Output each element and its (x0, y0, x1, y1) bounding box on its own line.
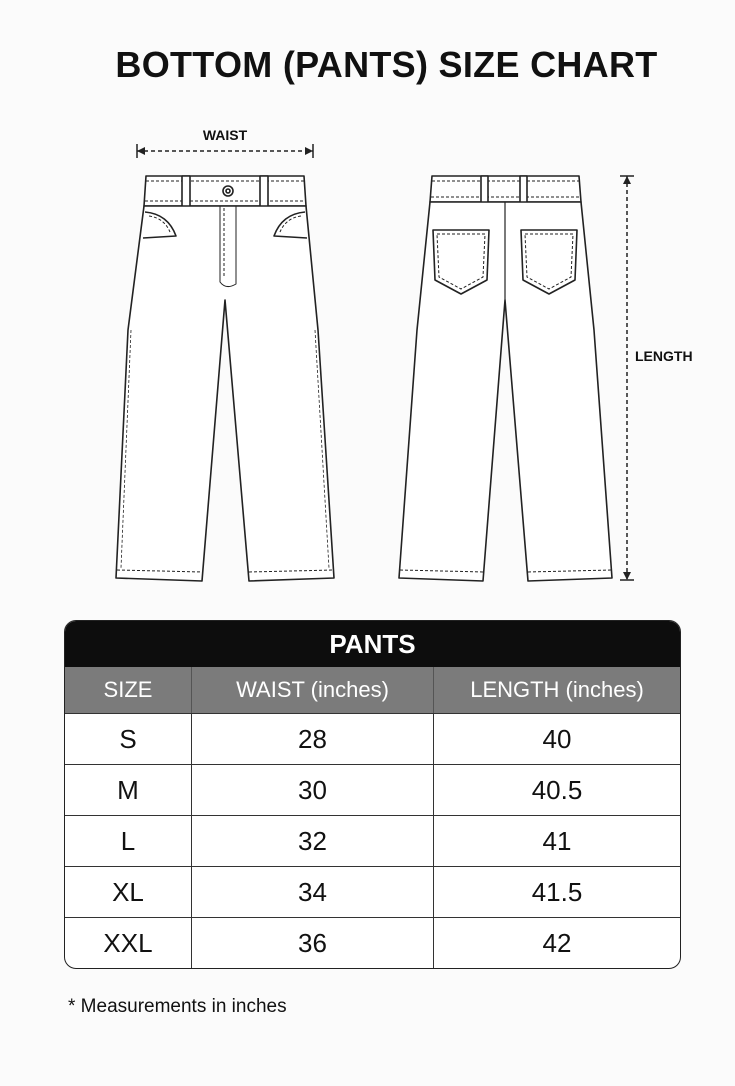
waist-label: WAIST (202, 127, 248, 143)
table-row (65, 815, 680, 866)
table-row (65, 713, 680, 764)
length-cell: 41 (433, 816, 680, 866)
length-cell: 42 (433, 918, 680, 968)
header-waist: WAIST (inches) (191, 667, 433, 713)
size-cell: L (120, 825, 136, 856)
table-row (65, 917, 680, 968)
header-length: LENGTH (inches) (433, 667, 680, 713)
waist-cell: 30 (191, 765, 433, 815)
length-measure (620, 176, 693, 580)
length-cell: 40.5 (433, 765, 680, 815)
size-cell: XL (112, 876, 144, 907)
table-header-row (65, 667, 680, 713)
length-cell: 40 (433, 714, 680, 764)
size-cell: XXL (103, 927, 153, 958)
size-cell: S (119, 723, 137, 754)
length-cell: 41.5 (433, 867, 680, 917)
size-cell: M (117, 774, 139, 805)
waist-cell: 36 (191, 918, 433, 968)
table-row (65, 866, 680, 917)
length-label: LENGTH (635, 348, 693, 364)
pants-back-drawing (399, 176, 612, 581)
waist-cell: 28 (191, 714, 433, 764)
waist-cell: 32 (191, 816, 433, 866)
waist-measure (137, 127, 313, 158)
size-table (64, 620, 681, 969)
pants-front-drawing (116, 176, 334, 581)
header-size: SIZE (103, 677, 153, 702)
measurement-footnote: * Measurements in inches (68, 996, 287, 1017)
page-title: BOTTOM (PANTS) SIZE CHART (115, 44, 658, 85)
table-title: PANTS (65, 621, 680, 667)
waist-cell: 34 (191, 867, 433, 917)
table-row (65, 764, 680, 815)
